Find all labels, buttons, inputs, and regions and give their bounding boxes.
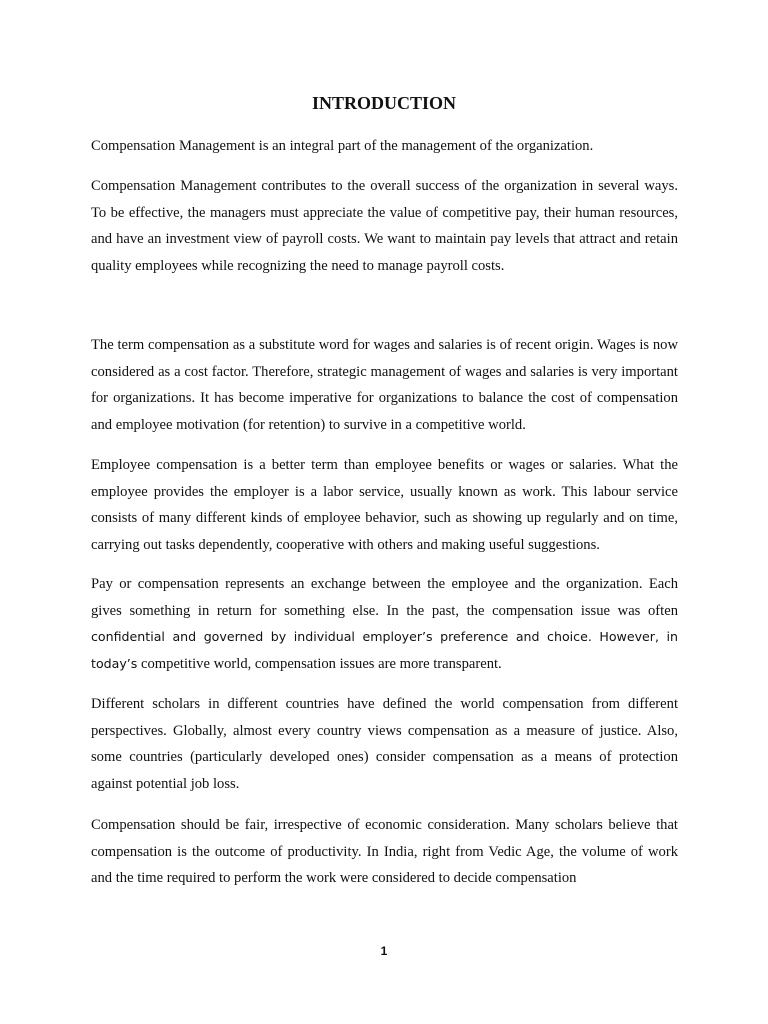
- paragraph-text-segment: Pay or compensation represents an exchange between the employee and the organization. Each gives something in return for something else. In the past, the compensation issue was often: [91, 576, 678, 619]
- paragraph: The term compensation as a substitute word for wages and salaries is of recent origin. Wages is now considered as a cost factor. Therefore, strategic management of wages and salaries is very important for organizations. It has become imperative for organizations to balance the cost of compensation and employee motivation (for retention) to survive in a competitive world.: [91, 337, 678, 433]
- paragraph: Compensation Management contributes to the overall success of the organization in several ways. To be effective, the managers must appreciate the value of competitive pay, their human resources, and have an investment view of payroll costs. We want to maintain pay levels that attract and retain quality employees while recognizing the need to manage payroll costs.: [91, 178, 678, 274]
- paragraph-text-segment: competitive world, compensation issues are more transparent.: [137, 655, 502, 672]
- paragraph: [91, 571, 678, 677]
- paragraph: Different scholars in different countries have defined the world compensation from different perspectives. Globally, almost every country views compensation as a measure of justice. Also, some countries (particularly developed ones) consider compensation as a means of protection against potential job loss.: [91, 696, 678, 792]
- paragraph: Employee compensation is a better term than employee benefits or wages or salaries. What the employee provides the employer is a labor service, usually known as work. This labour service consists of many different kinds of employee behavior, such as showing up regularly and on time, carrying out tasks dependently, cooperative with others and making useful suggestions.: [91, 457, 678, 553]
- page-number: 1: [380, 944, 388, 958]
- page-title: INTRODUCTION: [311, 93, 457, 113]
- paragraph-text-segment: confidential and governed by individual employer’s preference and choice. However, in today’s: [91, 629, 678, 671]
- paragraph: Compensation should be fair, irrespective of economic consideration. Many scholars believe that compensation is the outcome of productivity. In India, right from Vedic Age, the volume of work and the time required to perform the work were considered to decide compensation: [91, 817, 678, 886]
- paragraph: Compensation Management is an integral part of the management of the organization.: [91, 138, 594, 154]
